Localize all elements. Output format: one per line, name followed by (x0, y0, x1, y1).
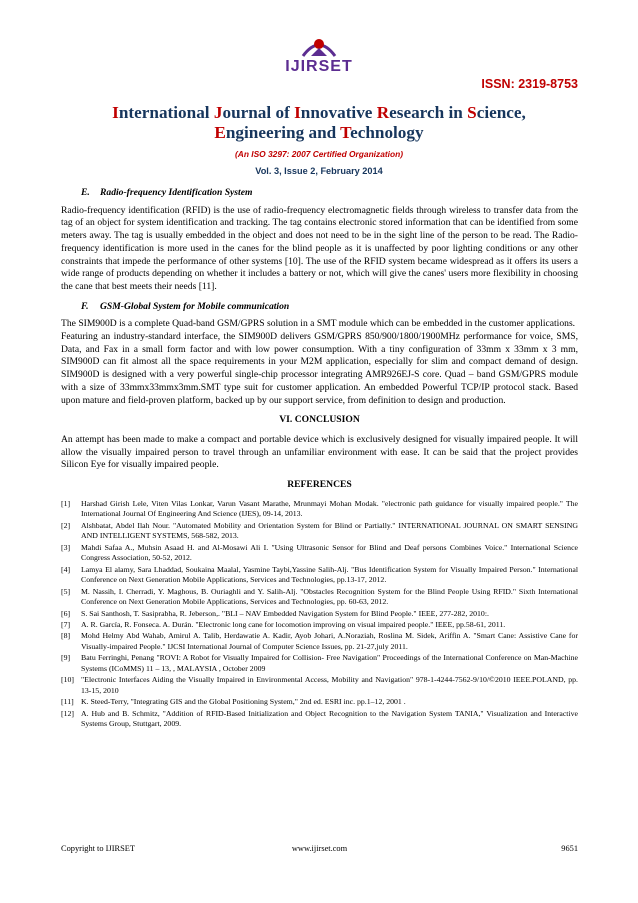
reference-item (61, 709, 578, 730)
gsm-paragraph-1: The SIM900D is a complete Quad-band GSM/GPRS solution in a SMT module which can be embedded in the customer applications. (61, 318, 576, 330)
reference-text: Harshad Girish Lele, Viten Vilas Lonkar, Varun Vasant Marathe, Mrunmayi Mohan Modak. "electronic path guidance for visually impaired people." The International Journal Of Engineering And Science (IJES), 09-14, 2013. (81, 498, 578, 519)
volume-issue: Vol. 3, Issue 2, February 2014 (255, 166, 383, 176)
reference-item (61, 521, 578, 542)
reference-text: S. Sai Santhosh, T. Sasiprabha, R. Jeberson,. "BLI – NAV Embedded Navigation System for Blind People." IEEE, 277-282, 2010:. (81, 608, 489, 618)
reference-item (61, 565, 578, 586)
gsm-paragraph-2: Featuring an industry-standard interface, the SIM900D delivers GSM/GPRS 850/900/1800/1900MHz performance for voice, SMS, Data, and Fax in a small form factor and with low power consumption. With a tiny configuration of 33mm x 33mm x 3 mm, SIM900D can fit almost all the space requirements in your M2M application, especially for slim and compact demand of design. SIM900D is designed with a very powerful single-chip processor integrating AMR926EJ-S core. Quad – band GSM/GPRS module with a size of 33mmx33mmx3mm.SMT type suit for customer application. An embedded Powerful TCP/IP protocol stack. Based upon mature and field-proven platform, backed up by our support service, from definition to design and production. (61, 331, 578, 406)
reference-text: "Electronic Interfaces Aiding the Visually Impaired in Environmental Access, Mobility and Navigation" 978-1-4244-7562-9/10/©2010 IEEE.POLAND, pp. 13-15, 2010 (81, 675, 578, 696)
section-heading-e (81, 187, 578, 200)
reference-text: Mahdi Safaa A., Muhsin Asaad H. and Al-Mosawi Ali I. "Using Ultrasonic Sensor for Blind and Deaf persons Combines Voice." International Science Congress Association, 50-52, 2012. (81, 542, 578, 563)
title-word: ngineering and (225, 123, 341, 142)
journal-subtitle: (An ISO 3297: 2007 Certified Organization) (234, 149, 403, 159)
section-letter: E. (81, 187, 90, 198)
issn-number: ISSN: 2319-8753 (481, 77, 578, 91)
footer-website: www.ijirset.com (291, 844, 348, 853)
title-initial: J (213, 103, 223, 122)
section-letter: F. (81, 300, 89, 312)
reference-number: [6] (61, 608, 71, 618)
reference-number: [8] (61, 631, 71, 641)
reference-item (61, 653, 578, 674)
reference-number: [2] (61, 520, 71, 530)
conclusion-heading: VI. CONCLUSION (279, 414, 360, 426)
title-word: echnology (350, 123, 424, 142)
reference-text: Lamya El alamy, Sara Lhaddad, Soukaina Maalal, Yasmine Taybi,Yassine Salih-Alj. "Bus Identification System for Visually Impaired Person." International Conference on Next Generation Mobile Applications, Services and Technologies, pp.13-17, 2012. (81, 564, 578, 585)
reference-item (61, 587, 578, 608)
title-word: cience, (476, 103, 526, 122)
footer-copyright: Copyright to IJIRSET (61, 844, 135, 853)
reference-item (61, 543, 578, 564)
reference-item (61, 620, 578, 631)
conclusion-paragraph: An attempt has been made to make a compact and portable device which is exclusively designed for visually impaired people. It will allow the visually impaired person to travel through an unfamiliar environment with ease. It can be said that the project provides Silicon Eye for visually impaired people. (61, 433, 578, 471)
footer-page-number: 9651 (561, 844, 578, 853)
reference-item (61, 697, 578, 708)
reference-number: [11] (61, 697, 74, 707)
title-initial: S (467, 103, 477, 122)
reference-item (61, 499, 578, 520)
journal-title-line1 (60, 103, 578, 123)
title-initial: T (340, 123, 351, 142)
reference-text: A. R. García, R. Fonseca. A. Durán. "Electronic long cane for locomotion improving on visual impaired people." IEEE, pp.58-61, 2011. (81, 620, 506, 630)
title-word: ournal of (222, 103, 295, 122)
reference-text: A. Hub and B. Schmitz, "Addition of RFID-Based Initialization and Object Recognition to the Navigation System TANIA," Visualization and Interactive Systems Group, Stuttgart, 2009. (81, 708, 578, 729)
reference-text: Alshbatat, Abdel Ilah Nour. "Automated Mobility and Orientation System for Blind or Partially." INTERNATIONAL JOURNAL ON SMART SENSING AND INTELLIGENT SYSTEMS, 568-582, 2013. (81, 520, 578, 541)
reference-text: Batu Ferringhi, Penang "ROVI: A Robot for Visually Impaired for Collision- Free Navigation" Proceedings of the International Conference on Man-Machine Systems (ICoMMS) 11 – 13, , MALAYSIA , October 2009 (81, 653, 578, 674)
section-heading-f (81, 301, 578, 314)
journal-title (60, 103, 578, 143)
logo-text: IJIRSET (285, 58, 353, 75)
reference-number: [9] (61, 653, 71, 663)
reference-number: [7] (61, 620, 71, 630)
reference-text: Mohd Helmy Abd Wahab, Amirul A. Talib, Herdawatie A. Kadir, Ayob Johari, A.Noraziah, Roslina M. Sidek, Ariffin A. "Smart Cane: Assistive Cane for Visually-impaired People." IJCSI International Journal of Computer Science Issues, pp. 21-27,july 2011. (81, 631, 578, 652)
reference-number: [10] (61, 675, 74, 685)
journal-logo (259, 30, 379, 76)
reference-number: [4] (61, 564, 71, 574)
reference-number: [3] (61, 542, 71, 552)
reference-item (61, 609, 578, 620)
reference-number: [1] (61, 498, 71, 508)
reference-item (61, 675, 578, 696)
reference-text: M. Nassih, I. Cherradi, Y. Maghous, B. Ouriaghli and Y. Salih-Alj. "Obstacles Recognition System for the Blind People Using RFID." Sixth International Conference on Next Generation Mobile Applications, Services and Technologies, pp. 60-63, 2012. (81, 586, 578, 607)
title-initial: E (214, 123, 226, 142)
reference-item (61, 631, 578, 652)
reference-number: [12] (61, 708, 74, 718)
title-word: nternational (118, 103, 214, 122)
rfid-paragraph: Radio-frequency identification (RFID) is the use of radio-frequency electromagnetic fields through wireless to transfer data from the tag of an object for system identification and tracking. The tag contains electronic stored information that can be identified from some meters away. The tag is usually embedded in the object and does not need to be in the sight line of the person to be read. The Radio-frequency identification is more used in the canes for the blind people as it is unaffected by poor lighting conditions or any other constraints that impede the performance of other systems [10]. The use of the RFID system became widespread as it offers its users a wide range of products depending on whether it includes a battery or not, which will give the canes' users more flexibility in choosing the cane that best meets their needs [11]. (61, 204, 578, 292)
body-content (61, 183, 578, 731)
journal-title-line2 (60, 123, 578, 143)
title-initial: I (112, 103, 119, 122)
title-initial: I (294, 103, 301, 122)
references-list (61, 499, 578, 730)
title-word: nnovative (300, 103, 377, 122)
title-word: esearch in (389, 103, 468, 122)
title-initial: R (376, 103, 390, 122)
logo-emblem-icon (259, 30, 379, 60)
section-title: Radio-frequency Identification System (100, 187, 253, 198)
section-title: GSM-Global System for Mobile communication (100, 300, 290, 312)
reference-text: K. Steed-Terry, "Integrating GIS and the Global Positioning System," 2nd ed. ESRI inc. pp.1–12, 2001 . (81, 697, 406, 707)
references-heading: REFERENCES (287, 479, 352, 491)
reference-number: [5] (61, 586, 71, 596)
